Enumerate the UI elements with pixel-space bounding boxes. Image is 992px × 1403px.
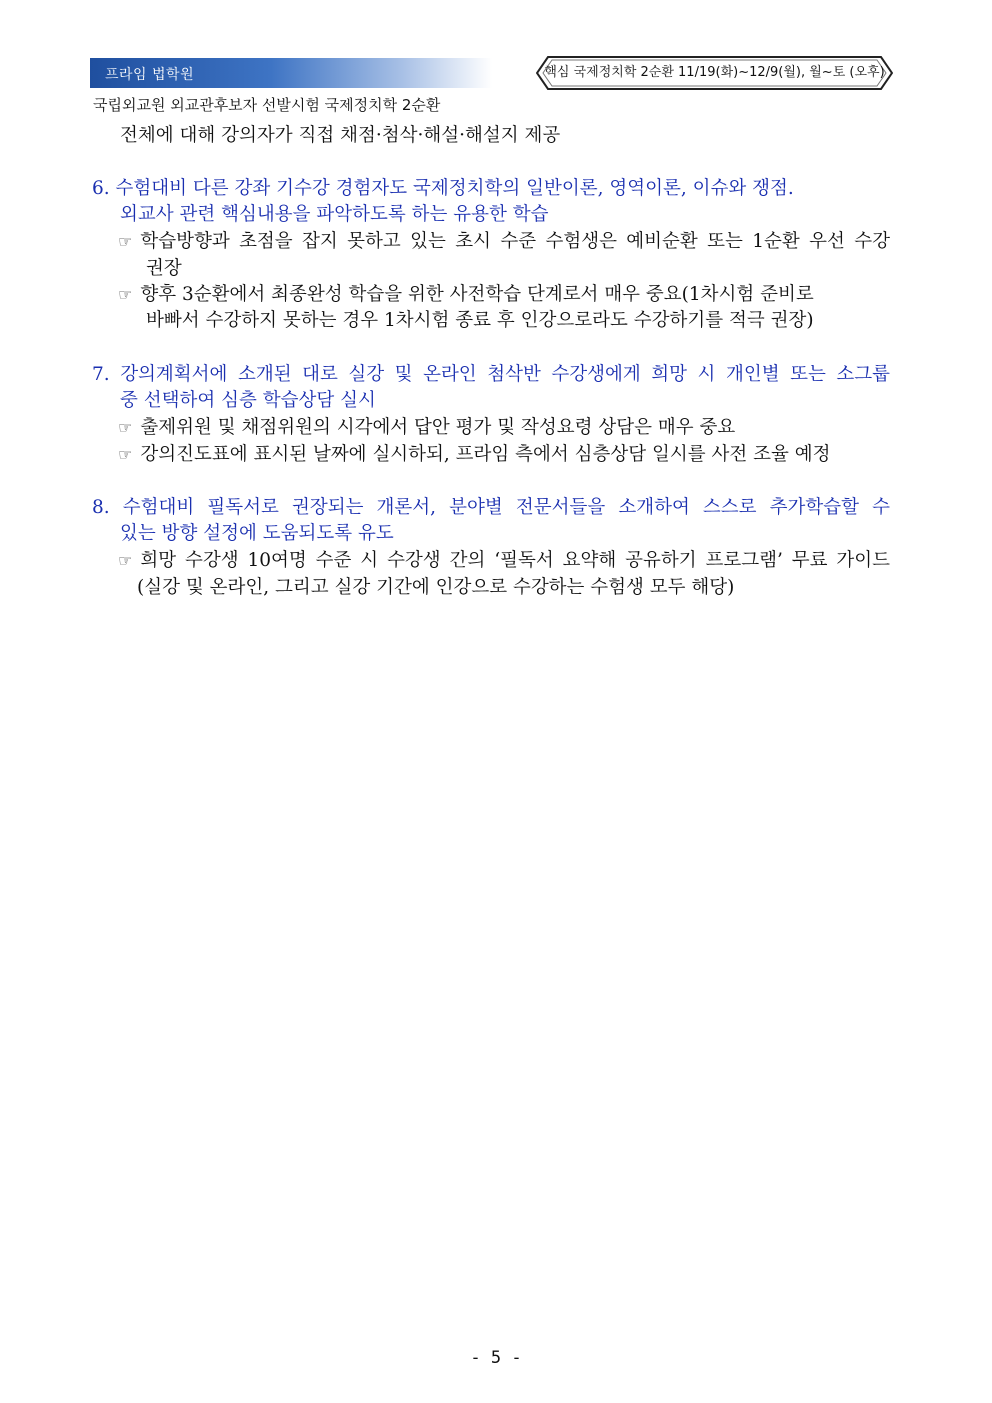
- intro-line: 전체에 대해 강의자가 직접 채점·첨삭·해설·해설지 제공: [120, 125, 561, 146]
- header-subtitle: 국립외교원 외교관후보자 선발시험 국제정치학 2순환: [93, 96, 441, 114]
- bullet-text: 학습방향과 초점을 잡지 못하고 있는 초시 수준 수험생은 예비순환 또는 1순환 우선 수강: [140, 231, 890, 252]
- section-8-bullet-1-cont: (실강 및 온라인, 그리고 실강 기간에 인강으로 수강하는 수험생 모두 해당): [137, 577, 735, 598]
- pointing-hand-icon: ☞: [118, 418, 133, 437]
- page-number: - 5 -: [470, 1348, 522, 1368]
- section-8-title-line2: 있는 방향 설정에 도움되도록 유도: [120, 523, 394, 544]
- header-course-text: 핵심 국제정치학 2순환 11/19(화)~12/9(월), 월~토 (오후): [544, 65, 885, 80]
- bullet-text: 향후 3순환에서 최종완성 학습을 위한 사전학습 단계로서 매우 중요(1차시험 준비로: [140, 284, 814, 305]
- section-6-bullet-2-cont: 바빠서 수강하지 못하는 경우 1차시험 종료 후 인강으로라도 수강하기를 적극 권장): [146, 310, 814, 331]
- header-course-box: [536, 56, 893, 90]
- section-6-bullet-2: [118, 283, 814, 307]
- header-brand: 프라임 법학원: [105, 67, 195, 83]
- section-7-title-line1: 7. 강의계획서에 소개된 대로 실강 및 온라인 첨삭반 수강생에게 희망 시 개인별 또는 소그룹: [92, 364, 890, 385]
- bullet-text: 출제위원 및 채점위원의 시각에서 답안 평가 및 작성요령 상담은 매우 중요: [140, 417, 736, 438]
- pointing-hand-icon: ☞: [118, 232, 133, 251]
- bullet-text: 강의진도표에 표시된 날짜에 실시하되, 프라임 측에서 심층상담 일시를 사전 조율 예정: [140, 444, 831, 465]
- section-8-title-line1: 8. 수험대비 필독서로 권장되는 개론서, 분야별 전문서들을 소개하여 스스로 추가학습할 수: [92, 497, 890, 518]
- section-7-bullet-2: [118, 443, 831, 467]
- pointing-hand-icon: ☞: [118, 551, 133, 570]
- section-6-bullet-1-cont: 권장: [146, 258, 182, 279]
- section-6-title-line1: 6. 수험대비 다른 강좌 기수강 경험자도 국제정치학의 일반이론, 영역이론, 이슈와 쟁점.: [92, 178, 794, 199]
- bullet-text: 희망 수강생 10여명 수준 시 수강생 간의 ‘필독서 요약해 공유하기 프로그램’ 무료 가이드: [140, 550, 890, 571]
- section-7-title-line2: 중 선택하여 심층 학습상담 실시: [120, 390, 376, 411]
- section-8-bullet-1: [118, 549, 890, 573]
- section-7-bullet-1: [118, 416, 735, 440]
- section-6-bullet-1: [118, 230, 890, 254]
- pointing-hand-icon: ☞: [118, 285, 133, 304]
- pointing-hand-icon: ☞: [118, 445, 133, 464]
- section-6-title-line2: 외교사 관련 핵심내용을 파악하도록 하는 유용한 학습: [120, 204, 549, 225]
